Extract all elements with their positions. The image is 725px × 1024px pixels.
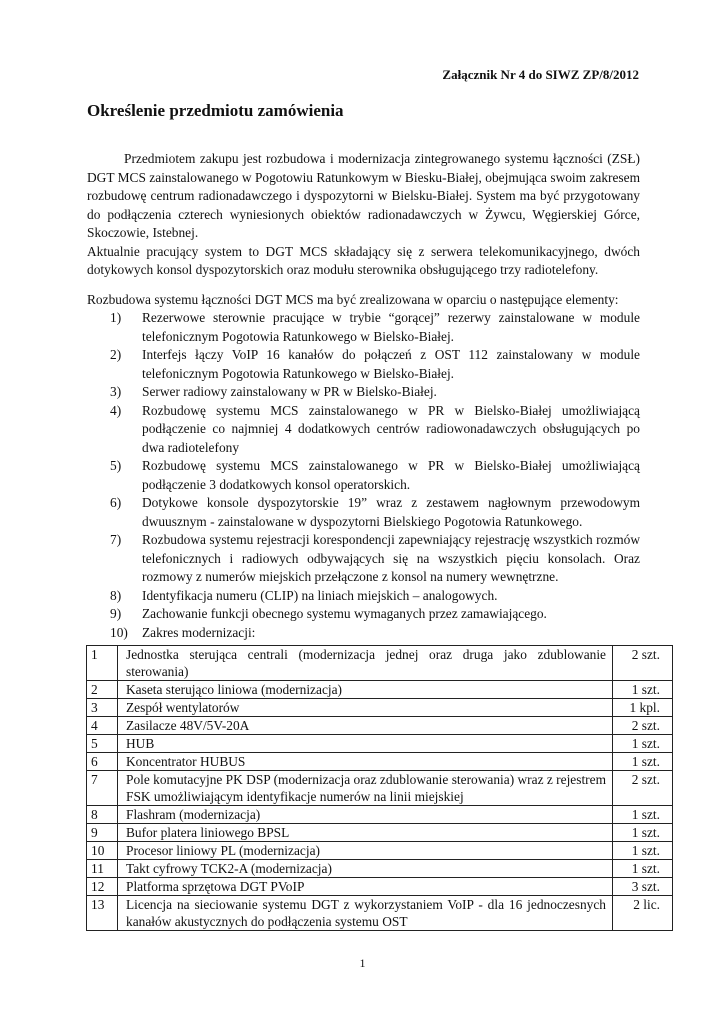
- item-quantity: 1 szt.: [613, 735, 673, 753]
- item-name: Platforma sprzętowa DGT PVoIP: [118, 878, 613, 896]
- item-name: Zespół wentylatorów: [118, 699, 613, 717]
- item-name: Koncentrator HUBUS: [118, 753, 613, 771]
- list-item: [110, 309, 640, 346]
- item-quantity: 2 lic.: [613, 896, 673, 931]
- list-item-text: Rozbudowa systemu rejestracji korespondencji zapewniający rejestrację wszystkich rozmów telefonicznych i radiowych odbywających się na wszystkich pięciu konsolach. Oraz rozmowy z numerów miejskich przełączone z konsol na numery wewnętrzne.: [142, 532, 640, 584]
- intro-paragraph: Przedmiotem zakupu jest rozbudowa i modernizacja zintegrowanego systemu łączności (ZSŁ) DGT MCS zainstalowanego w Pogotowiu Ratunkowym w Biesku-Białej, obejmująca swoim zakresem rozbudowę centrum radionadawczego i dyspozytorni w Bielsku-Białej. System ma być przygotowany do podłączenia czterech wyniesionych obiektów radionadawczych w Żywcu, Węgierskiej Górce, Skoczowie, Istebnej.: [87, 151, 640, 240]
- item-quantity: 1 szt.: [613, 824, 673, 842]
- item-name: Jednostka sterująca centrali (modernizacja jednej oraz druga jako zdublowanie sterowania): [118, 646, 613, 681]
- row-number: 11: [87, 860, 118, 878]
- table-row: [87, 842, 673, 860]
- intro-paragraph-current-system: Aktualnie pracujący system to DGT MCS składający się z serwera telekomunikacyjnego, dwóch dotykowych konsol dyspozytorskich oraz modułu sterownika obsługującego trzy radiotelefony.: [87, 243, 640, 277]
- item-quantity: 2 szt.: [613, 646, 673, 681]
- item-name: Pole komutacyjne PK DSP (modernizacja oraz zdublowanie sterowania) wraz z rejestrem FSK umożliwiającym identyfikacje numerów na linii miejskiej: [118, 771, 613, 806]
- list-item: [110, 383, 640, 402]
- elements-intro: Rozbudowa systemu łączności DGT MCS ma być zrealizowana w oparciu o następujące elementy:: [87, 292, 619, 307]
- list-item: [110, 402, 640, 458]
- elements-list: [110, 309, 640, 642]
- list-item-text: Identyfikacja numeru (CLIP) na liniach miejskich – analogowych.: [142, 587, 498, 603]
- list-item-number: 9): [110, 606, 122, 621]
- item-name: Licencja na sieciowanie systemu DGT z wykorzystaniem VoIP - dla 16 jednoczesnych kanałów akustycznych do podłączenia systemu OST: [118, 896, 613, 931]
- row-number: 12: [87, 878, 118, 896]
- table-row: [87, 717, 673, 735]
- table-row: [87, 878, 673, 896]
- list-item-text: Rozbudowę systemu MCS zainstalowanego w PR w Bielsko-Białej umożliwiającą podłączenie 3 dodatkowych konsol operatorskich.: [142, 458, 640, 492]
- list-item-number: 1): [110, 310, 122, 325]
- table-row: [87, 860, 673, 878]
- list-item-number: 10): [110, 624, 128, 640]
- item-quantity: 1 kpl.: [613, 699, 673, 717]
- list-item-text: Interfejs łączy VoIP 16 kanałów do połączeń z OST 112 zainstalowany w module telefonicznym Pogotowia Ratunkowego w Bielsko-Białej.: [142, 347, 640, 381]
- item-quantity: 2 szt.: [613, 717, 673, 735]
- row-number: 1: [87, 646, 118, 681]
- table-row: [87, 681, 673, 699]
- list-item-number: 8): [110, 587, 122, 603]
- item-quantity: 1 szt.: [613, 681, 673, 699]
- list-item: [110, 587, 640, 606]
- list-item: [110, 531, 640, 587]
- table-row: [87, 735, 673, 753]
- item-name: Flashram (modernizacja): [118, 806, 613, 824]
- row-number: 13: [87, 896, 118, 931]
- list-item: [110, 346, 640, 383]
- list-item: [110, 605, 640, 624]
- item-name: Takt cyfrowy TCK2-A (modernizacja): [118, 860, 613, 878]
- page-title: Określenie przedmiotu zamówienia: [87, 101, 344, 120]
- item-quantity: 1 szt.: [613, 753, 673, 771]
- row-number: 4: [87, 717, 118, 735]
- list-item-number: 3): [110, 384, 122, 399]
- row-number: 7: [87, 771, 118, 806]
- item-quantity: 1 szt.: [613, 806, 673, 824]
- modernization-table: [86, 645, 673, 931]
- attachment-reference: Załącznik Nr 4 do SIWZ ZP/8/2012: [442, 67, 639, 82]
- list-item: [110, 457, 640, 494]
- row-number: 9: [87, 824, 118, 842]
- list-item-number: 2): [110, 347, 122, 362]
- list-item-number: 5): [110, 458, 122, 473]
- table-row: [87, 806, 673, 824]
- item-name: Bufor platera liniowego BPSL: [118, 824, 613, 842]
- item-quantity: 2 szt.: [613, 771, 673, 806]
- list-item-text: Zakres modernizacji:: [142, 624, 256, 640]
- row-number: 5: [87, 735, 118, 753]
- list-item-text: Rozbudowę systemu MCS zainstalowanego w PR w Bielsko-Białej umożliwiającą podłączenie co najmniej 4 dodatkowych centrów radiowonadawczych obsługujących po dwa radiotelefony: [142, 402, 640, 455]
- list-item-text: Zachowanie funkcji obecnego systemu wymaganych przez zamawiającego.: [142, 606, 547, 621]
- list-item-text: Dotykowe konsole dyspozytorskie 19” wraz z zestawem nagłownym przewodowym dwuusznym - zainstalowane w dyspozytorni Bielskiego Pogotowia Ratunkowego.: [142, 495, 640, 529]
- list-item-text: Rezerwowe sterownie pracujące w trybie “gorącej” rezerwy zainstalowane w module telefonicznym Pogotowia Ratunkowego w Bielsko-Białej.: [142, 310, 640, 344]
- page-number: 1: [359, 956, 366, 970]
- list-item: [110, 494, 640, 531]
- row-number: 2: [87, 681, 118, 699]
- item-quantity: 1 szt.: [613, 842, 673, 860]
- item-name: Zasilacze 48V/5V-20A: [118, 717, 613, 735]
- item-name: Procesor liniowy PL (modernizacja): [118, 842, 613, 860]
- table-row: [87, 646, 673, 681]
- row-number: 6: [87, 753, 118, 771]
- row-number: 10: [87, 842, 118, 860]
- table-row: [87, 824, 673, 842]
- item-quantity: 1 szt.: [613, 860, 673, 878]
- list-item-number: 7): [110, 532, 122, 547]
- table-row: [87, 699, 673, 717]
- row-number: 8: [87, 806, 118, 824]
- item-quantity: 3 szt.: [613, 878, 673, 896]
- table-row: [87, 896, 673, 931]
- table-row: [87, 753, 673, 771]
- item-name: HUB: [118, 735, 613, 753]
- intro-section: [87, 150, 640, 280]
- table-row: [87, 771, 673, 806]
- list-item-number: 6): [110, 495, 122, 510]
- list-item: [110, 624, 640, 643]
- list-item-text: Serwer radiowy zainstalowany w PR w Bielsko-Białej.: [142, 384, 437, 399]
- list-item-number: 4): [110, 402, 122, 418]
- item-name: Kaseta sterująco liniowa (modernizacja): [118, 681, 613, 699]
- row-number: 3: [87, 699, 118, 717]
